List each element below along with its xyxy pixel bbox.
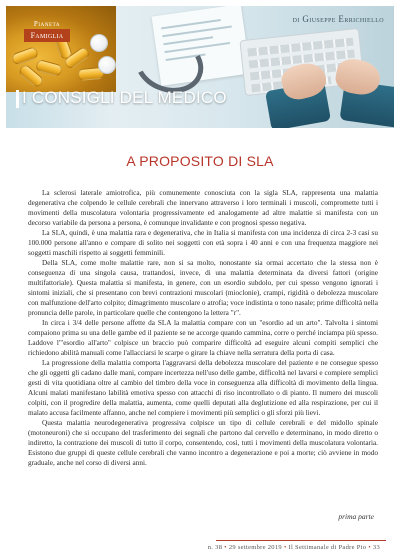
footer-divider — [216, 540, 386, 541]
paragraph: La sclerosi laterale amiotrofica, più comunemente conosciuta con la sigla SLA, rappresenta una malattia degenerativa che colpendo le cellule cerebrali che innervano attraverso i loro terminali i muscoli, compromette tutti i movimenti della muscolatura volontaria progressivamente ed analogamente ad altre malattie si manifesta con un decorso variabile da persona a persona, è comunque invalidante e con prognosi spesso negativa. — [28, 189, 378, 227]
page-number: 33 — [372, 544, 380, 551]
part-label: prima parte — [338, 512, 374, 521]
logo-top-text: Pianeta — [33, 20, 61, 28]
footer-separator: • — [368, 544, 371, 551]
magazine-page — [6, 6, 394, 554]
article-body — [28, 188, 378, 468]
paragraph: Questa malattia neurodegenerativa progressiva colpisce un tipo di cellule cerebrali e del midollo spinale (motoneuroni) che si occupano del trasferimento dei segnali che partono dal cervello e determinano, in modo diretto o indiretto, la contrazione dei muscoli di tutto il corpo, consentendo, così, tutti i movimenti della muscolatura volontaria. Esistono due gruppi di queste cellule cerebrali che vanno incontro a degenerazione e poi a morte; ciò avviene in modo graduale, anche nel corso di diversi anni. — [28, 419, 378, 467]
author-byline: di Giuseppe Errichiello — [292, 14, 384, 24]
paragraph: Della SLA, come molte malattie rare, non si sa molto, nonostante sia ormai accertato che la stessa non è conseguenza di una singola causa, trattandosi, invece, di una malattia determinata da diversi fattori (origine multifattoriale). Questa malattia si manifesta, in genere, con un esordio subdolo, per cui spesso vengono ignorati i sintomi iniziali, che si presentano con brevi contrazioni muscolari (mioclonie), crampi, rigidità o debolezza muscolare con malfunzione dell'arto colpito; dimagrimento muscolare o atrofia; voce indistinta o tono nasale; prime difficoltà nella pronuncia delle parole, in particolare quelle che contengono la lettera "r". — [28, 259, 378, 317]
pills-image — [6, 6, 116, 92]
issue-date: 29 settembre 2019 — [228, 544, 282, 551]
section-bar — [16, 90, 19, 108]
magazine-logo — [26, 20, 68, 46]
header-photo — [6, 6, 394, 128]
article-title: A PROPOSITO DI SLA — [126, 153, 274, 169]
section-banner — [6, 84, 226, 112]
paragraph: La SLA, quindi, è una malattia rara e degenerativa, che in Italia si manifesta con una incidenza di circa 2-3 casi su 100.000 persone all'anno e compare di solito nei soggetti con età sopra i 40 anni e con una frequenza maggiore nei soggetti maschili rispetto ai soggetti femminili. — [28, 229, 378, 257]
paragraph: In circa i 3/4 delle persone affette da SLA la malattia compare con un "esordio ad un arto". Talvolta i sintomi compaiono prima su una delle gambe ed il paziente se ne accorge quando cammina, corre o perché inciampa più spesso. Laddove l'"esordio all'arto" colpisce un braccio può comparire difficoltà ad eseguire alcuni compiti semplici che richiedono abilità manuali come l'allacciarsi le scarpe o girare la chiave nella serratura della porta di casa. — [28, 319, 378, 357]
section-title: I CONSIGLI DEL MEDICO — [22, 88, 227, 107]
magazine-name: Il Settimanale di Padre Pio — [288, 544, 367, 551]
logo-bottom-text: Famiglia — [24, 29, 70, 42]
footer-separator: • — [224, 544, 227, 551]
footer-separator: • — [283, 544, 287, 551]
paragraph: La progressione della malattia comporta l'aggravarsi della debolezza muscolare del paziente e ne consegue spesso che gli oggetti gli cadano dalle mani, compare incertezza nell'uso delle gambe, difficoltà nel lavarsi e compiere semplici gesti di vita quotidiana oltre al cambio del timbro della voce in conseguenza alla difficoltà di movimento della lingua. Alcuni malati manifestano labilità emotiva spesso con attacchi di riso incontrollato o di pianto. Il numero dei muscoli colpiti, con il progredire della malattia, aumenta, come quelli deputati alla deglutizione ed alla respirazione, per cui il malato accusa facilmente affanno, anche nel compiere i movimenti più semplici o gli sforzi più lievi. — [28, 359, 378, 417]
page-footer — [208, 544, 380, 551]
issue-number: n. 38 — [207, 544, 223, 551]
